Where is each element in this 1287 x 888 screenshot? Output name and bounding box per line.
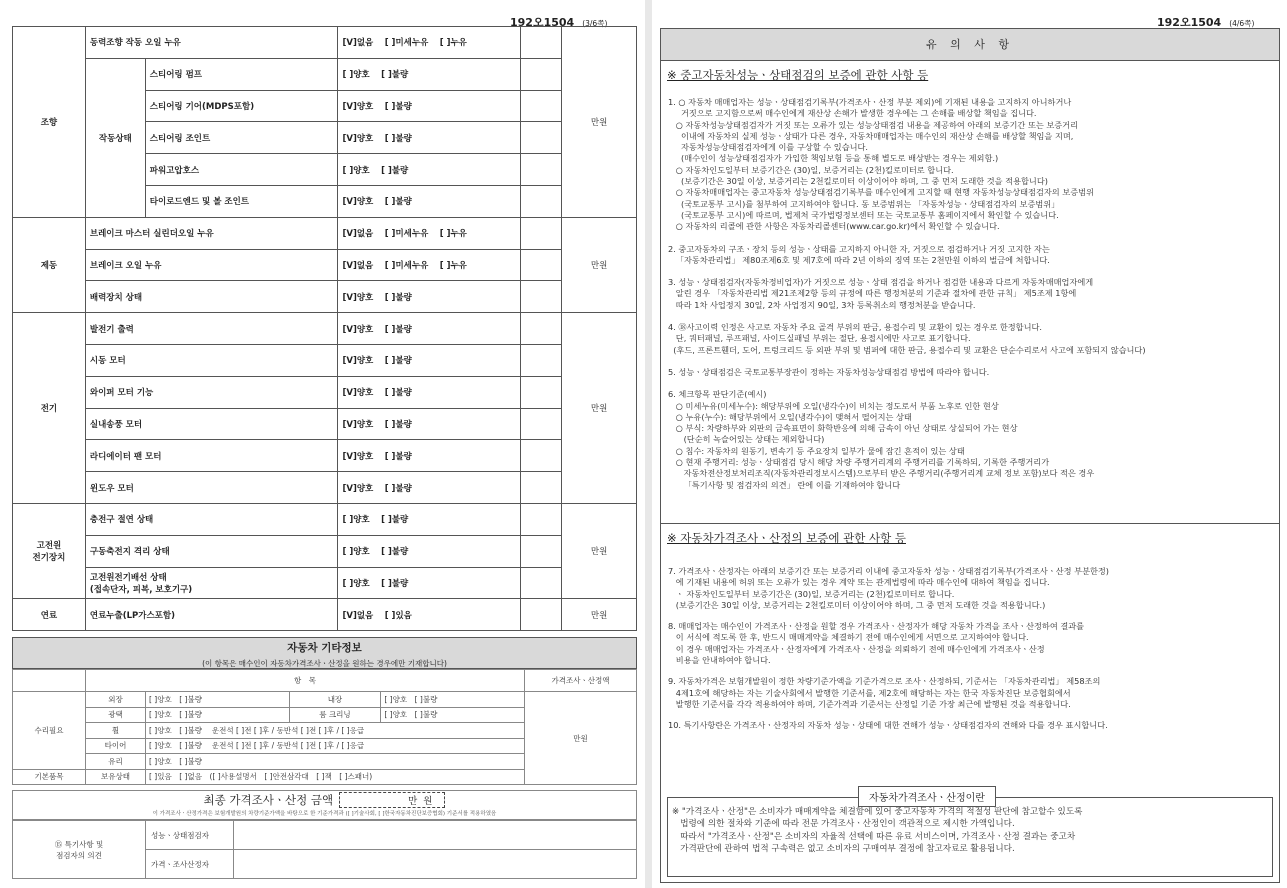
section-1-heading: ※ 중고자동차성능ㆍ상태점검의 보증에 관한 사항 등 (667, 68, 929, 82)
etc-label: 광택 (86, 707, 146, 723)
section-2-heading: ※ 자동차가격조사ㆍ산정의 보증에 관한 사항 등 (667, 530, 906, 545)
item-cell: 실내송풍 모터 (85, 408, 338, 440)
definition-box (667, 793, 1273, 877)
item-cell: 시동 모터 (85, 344, 338, 376)
final-price-label: 최종 가격조사ㆍ산정 금액 (203, 793, 334, 807)
notice-item: 5. 성능ㆍ상태점검은 국토교통부장관이 정하는 자동차성능상태점검 방법에 따라야 합니다. (668, 366, 990, 377)
inspection-row (13, 535, 637, 567)
blank-cell (521, 503, 562, 535)
etc-label: 보유상태 (86, 769, 146, 785)
etc-label: 유리 (86, 754, 146, 770)
section-2-list (661, 566, 1279, 732)
etc-row (13, 692, 637, 708)
etc-group-basic: 기본품목 (13, 769, 86, 785)
notice-item: 10. 특기사항란은 가격조사ㆍ산정자의 자동차 성능ㆍ상태에 대한 견해가 성능ㆍ상태점검자의 견해와 다를 경우 표시합니다. (668, 720, 1108, 731)
option-cell[interactable]: [ ]양호 [ ]불량 (338, 503, 521, 535)
blank-cell (521, 472, 562, 504)
option-cell[interactable]: [ ]양호 [ ]불량 (338, 567, 521, 599)
etc-value[interactable]: [ ]양호 [ ]불량 (381, 707, 525, 723)
option-cell[interactable]: [V]양호 [ ]불량 (338, 440, 521, 472)
category-cell: 고전원 전기장치 (13, 503, 86, 598)
blank-cell (521, 217, 562, 249)
etc-value[interactable]: [ ]있음 [ ]없음 ([ ]사용설명서 [ ]안전삼각대 [ ]잭 [ ]스패너) (146, 769, 525, 785)
option-cell[interactable]: [V]양호 [ ]불량 (338, 376, 521, 408)
blank-cell (521, 249, 562, 281)
final-price-box[interactable] (339, 792, 445, 808)
price-cell: 만원 (562, 503, 637, 598)
etc-label: 룸 크리닝 (289, 707, 381, 723)
option-cell[interactable]: [V]양호 [ ]불량 (338, 185, 521, 217)
doc-number: 192오1504 (510, 16, 575, 29)
item-cell: 스티어링 펌프 (145, 58, 338, 90)
option-cell[interactable]: [V]없음 [ ]미세누유 [ ]누유 (338, 27, 521, 59)
page-number: (3/6쪽) (582, 19, 608, 28)
item-cell: 동력조향 작동 오일 누유 (85, 27, 338, 59)
blank-cell (521, 90, 562, 122)
blank-cell (521, 281, 562, 313)
etc-col-price: 가격조사ㆍ산정액 (525, 670, 637, 692)
etc-value[interactable]: [ ]양호 [ ]불량 운전석 [ ]전 [ ]후 / 동반석 [ ]전 [ ]후 / [ ]응급 (146, 723, 525, 739)
etc-value[interactable]: [ ]양호 [ ]불량 운전석 [ ]전 [ ]후 / 동반석 [ ]전 [ ]후 / [ ]응급 (146, 738, 525, 754)
item-cell: 브레이크 오일 누유 (85, 249, 338, 281)
blank-cell (521, 567, 562, 599)
item-cell: 파워고압호스 (145, 154, 338, 186)
inspection-row (13, 503, 637, 535)
etc-title: 자동차 기타정보 (287, 642, 362, 654)
price-cell: 만원 (562, 217, 637, 312)
inspection-row (13, 408, 637, 440)
inspection-row (13, 281, 637, 313)
right-page (652, 0, 1287, 888)
etc-price: 만원 (525, 692, 637, 785)
item-cell: 배력장치 상태 (85, 281, 338, 313)
etc-info-title (12, 637, 637, 669)
notice-item: 6. 체크항목 판단기준(예시) ○ 미세누유(미세누수): 해당부위에 오일(냉각수)이 비치는 정도로서 부품 노후로 인한 현상 ○ 누유(누수): 해당부위에서 오일(냉각수)이 맺혀서 떨어지는 상태 ○ 부식: 차량하부와 외판의 금속표면이 화학반응에 의해 금속이 아닌 상태로 상실되어 가는 현상 (단순히 녹슬어있는 상태는 제외합니다) ○ 침수: 자동차의 원동기, 변속기 등 주요장치 일부가 물에 잠긴 흔적이 있는 상태 ○ 현재 주행거리: 성능ㆍ상태점검 당시 해당 차량 주행거리계의 주행거리를 기록하되, 기록한 주행거리가 자동차전산정보처리조직(자동차관리정보시스템)으로부터 받은 주행거리(주행거리계 교체 정보 포함)보다 적은 경우 「특기사항 및 점검자의 의견」 란에 이를 기재하여야 합니다 (668, 389, 1095, 490)
etc-label: 휠 (86, 723, 146, 739)
blank-cell (521, 599, 562, 631)
option-cell[interactable]: [V]양호 [ ]불량 (338, 408, 521, 440)
item-cell: 와이퍼 모터 기능 (85, 376, 338, 408)
item-cell: 스티어링 기어(MDPS포함) (145, 90, 338, 122)
etc-value[interactable]: [ ]양호 [ ]불량 (146, 707, 290, 723)
notice-item: 9. 자동차가격은 보험개발원이 정한 차량기준가액을 기준가격으로 조사ㆍ산정하되, 기준서는 「자동차관리법」 제58조의 4제1호에 해당하는 자는 기술사회에서 발행한 기준서를, 제2호에 해당하는 자는 한국 자동차진단 보증협회에서 발행한 기준서를 각각 적용하여야 하며, 기준가격과 기준서는 산정일 기준 가장 최근에 발행된 것을 적용합니다. (668, 676, 1101, 709)
option-cell[interactable]: [V]양호 [ ]불량 (338, 313, 521, 345)
price-cell: 만원 (562, 313, 637, 504)
definition-text: ※ "가격조사ㆍ산정"은 소비자가 매매계약을 체결함에 있어 중고자동차 가격의 적절성 판단에 참고할수 있도록 법령에 의한 절차와 기준에 따라 전문 가격조사ㆍ산정인이 객관적으로 제시한 가액입니다. 따라서 "가격조사ㆍ산정"은 소비자의 자율적 선택에 따른 유료 서비스이며, 가격조사ㆍ산정 결과는 중고차 가격판단에 관하여 법적 구속력은 없고 소비자의 구매여부 결정에 참고자료로 활용됩니다. (672, 807, 1083, 854)
page-number: (4/6쪽) (1229, 19, 1255, 28)
etc-label: 내장 (289, 692, 381, 708)
special-row-2-label: 가격ㆍ조사산정자 (146, 850, 234, 879)
notice-item: 8. 매매업자는 매수인이 가격조사ㆍ산정을 원할 경우 가격조사ㆍ산정자가 해당 자동차 가격을 조사ㆍ산정하여 결과를 이 서식에 적도록 한 후, 반드시 매매계약을 체결하기 전에 매수인에게 서면으로 고지하여야 합니다. 이 경우 매매업자는 가격조사ㆍ산정자에게 가격조사ㆍ산정을 의뢰하기 전에 매수인에게 가격조사ㆍ산정 비용을 안내하여야 합니다. (668, 621, 1085, 665)
item-cell: 충전구 절연 상태 (85, 503, 338, 535)
blank-cell (521, 376, 562, 408)
etc-value[interactable]: [ ]양호 [ ]불량 (146, 692, 290, 708)
option-cell[interactable]: [V]없음 [ ]미세누유 [ ]누유 (338, 249, 521, 281)
final-price-unit: 만원 (408, 796, 439, 807)
special-row (13, 821, 637, 850)
blank-cell (521, 535, 562, 567)
special-row-2-value[interactable] (234, 850, 637, 879)
inspection-row (13, 472, 637, 504)
etc-label: 타이어 (86, 738, 146, 754)
inspection-row (13, 27, 637, 59)
category-cell: 전기 (13, 313, 86, 504)
item-cell: 연료누출(LP가스포함) (85, 599, 338, 631)
item-cell: 발전기 출력 (85, 313, 338, 345)
option-cell[interactable]: [V]양호 [ ]불량 (338, 90, 521, 122)
inspection-row (13, 440, 637, 472)
notice-title: 유 의 사 항 (661, 29, 1279, 61)
item-cell: 윈도우 모터 (85, 472, 338, 504)
inspection-row (13, 567, 637, 599)
special-label: ⑮ 특기사항 및 점검자의 의견 (13, 821, 146, 879)
final-price (12, 790, 637, 820)
etc-group-repair: 수리필요 (13, 692, 86, 770)
notice-item: 2. 중고자동차의 구조ㆍ장치 등의 성능ㆍ상태를 고지하지 아니한 자, 거짓으로 점검하거나 거짓 고지한 자는 「자동차관리법」 제80조제6호 및 제7호에 따라 2년 이하의 징역 또는 2천만원 이하의 벌금에 처합니다. (668, 243, 1050, 265)
price-cell: 만원 (562, 599, 637, 631)
option-cell[interactable]: [ ]양호 [ ]불량 (338, 58, 521, 90)
option-cell[interactable]: [V]양호 [ ]불량 (338, 122, 521, 154)
section-divider (661, 523, 1279, 524)
definition-title: 자동차가격조사ㆍ산정이란 (858, 786, 996, 807)
inspection-row (13, 376, 637, 408)
etc-label: 외장 (86, 692, 146, 708)
blank-cell (521, 440, 562, 472)
special-row-1-label: 성능ㆍ상태점검자 (146, 821, 234, 850)
notice-item: 7. 가격조사ㆍ산정자는 아래의 보증기간 또는 보증거리 이내에 중고자동차 성능ㆍ상태점검기록부(가격조사ㆍ산정 부분한정) 에 기재된 내용에 허위 또는 오류가 있는 경우 계약 또는 관계법령에 따라 매수인에 대하여 책임을 집니다. ㆍ 자동차인도일부터 보증기간은 (30)일, 보증거리는 (2천)킬로미터로 합니다. (보증기간은 30일 이상, 보증거리는 2천킬로미터 이상이어야 하며, 그 중 먼저 도래한 것을 적용합니다.) (668, 565, 1109, 610)
final-price-note: 이 가격조사ㆍ산정가격은 보험개발원의 차량기준가액을 바탕으로 한 기준가격과 ([ ]기술사회, [ ]한국자동차진단보증협회) 기준서를 적용하였음 (152, 811, 497, 817)
blank-cell (521, 344, 562, 376)
etc-header-row (13, 670, 637, 692)
inspection-row (13, 344, 637, 376)
blank-cell (521, 27, 562, 59)
blank-cell (521, 185, 562, 217)
blank-cell (521, 154, 562, 186)
doc-number: 192오1504 (1157, 16, 1222, 29)
item-cell: 스티어링 조인트 (145, 122, 338, 154)
etc-value[interactable]: [ ]양호 [ ]불량 (381, 692, 525, 708)
etc-col-item: 항 목 (86, 670, 525, 692)
sub-category-cell: 작동상태 (85, 58, 145, 217)
etc-blank (13, 670, 86, 692)
notice-box (660, 28, 1280, 883)
category-cell: 조향 (13, 27, 86, 218)
option-cell[interactable]: [V]양호 [ ]불량 (338, 472, 521, 504)
inspection-table (12, 26, 637, 631)
option-cell[interactable]: [ ]양호 [ ]불량 (338, 535, 521, 567)
inspection-row (13, 249, 637, 281)
price-cell: 만원 (562, 27, 637, 218)
notice-item: 3. 성능ㆍ상태점검자(자동차정비업자)가 거짓으로 성능ㆍ상태 점검을 하거나 점검한 내용과 다르게 자동차매매업자에게 알린 경우 「자동차관리법 제21조제2항 등의 규정에 따른 행정처분의 기준과 절차에 관한 규칙」 제5조제 1항에 따라 1차 사업정지 30일, 2차 사업정지 90일, 3차 등록취소의 행정처분을 받습니다. (668, 277, 1094, 310)
inspection-row (13, 217, 637, 249)
item-cell: 구동축전지 격리 상태 (85, 535, 338, 567)
notice-item: 4. ⑱사고이력 인정은 사고로 자동차 주요 골격 부위의 판금, 용접수리 및 교환이 있는 경우로 한정합니다. 단, 쿼터패널, 루프패널, 사이드실패널 부위는 절단, 용접시에만 사고로 표기합니다. (후드, 프론트휀더, 도어, 트렁크리드 등 외판 부위 및 범퍼에 대한 판금, 용접수리 및 교환은 단순수리로서 사고에 포함되지 않습니다) (668, 322, 1146, 355)
item-cell: 타이로드엔드 및 볼 조인트 (145, 185, 338, 217)
special-row-1-value[interactable] (234, 821, 637, 850)
etc-value[interactable]: [ ]양호 [ ]불량 (146, 754, 525, 770)
option-cell[interactable]: [V]양호 [ ]불량 (338, 281, 521, 313)
inspection-row (13, 58, 637, 90)
option-cell[interactable]: [V]없음 [ ]있음 (338, 599, 521, 631)
option-cell[interactable]: [V]양호 [ ]불량 (338, 344, 521, 376)
inspection-row (13, 313, 637, 345)
etc-info-table (12, 669, 637, 785)
item-cell: 라디에이터 팬 모터 (85, 440, 338, 472)
blank-cell (521, 408, 562, 440)
item-cell: 고전원전기배선 상태 (접속단자, 피복, 보호기구) (85, 567, 338, 599)
option-cell[interactable]: [ ]양호 [ ]불량 (338, 154, 521, 186)
section-1-list (661, 97, 1279, 491)
category-cell: 제동 (13, 217, 86, 312)
option-cell[interactable]: [V]없음 [ ]미세누유 [ ]누유 (338, 217, 521, 249)
etc-subtitle: (이 항목은 매수인이 자동차가격조사ㆍ산정을 원하는 경우에만 기재합니다) (202, 659, 447, 668)
special-notes-table (12, 820, 637, 879)
notice-item: 1. ○ 자동차 매매업자는 성능ㆍ상태점검기록부(가격조사ㆍ산정 부분 제외)에 기재된 내용을 고지하지 아니하거나 거짓으로 고지함으로써 매수인에게 재산상 손해가 발생한 경우에는 그 손해를 배상할 책임을 집니다. ○ 자동차성능상태점검자가 거짓 또는 오류가 있는 성능상태점검 내용을 제공하여 아래의 보증기간 또는 보증거리 이내에 자동차의 실제 성능ㆍ상태가 다른 경우, 자동차매매업자는 매수인의 재산상 손해를 배상할 책임을 지며, 자동차성능상태점검자에게 이를 구상할 수 있습니다. (매수인이 성능상태점검자가 가입한 책임보험 등을 통해 별도로 배상받는 경우는 제외함.) ○ 자동차인도일부터 보증기간은 (30)일, 보증거리는 (2천)킬로미터로 합니다. (보증기간은 30일 이상, 보증거리는 2천킬로미터 이상이어야 하며, 그 중 먼저 도래한 것을 적용합니다) ○ 자동차매매업자는 중고자동차 성능상태점검기록부를 매수인에게 고지할 때 현행 자동차성능상태점검자의 보증범위 (국토교통부 고시)를 첨부하여 고지하여야 합니다. 동 보증범위는 「자동차성능ㆍ상태점검자의 보증범위」 (국토교통부 고시)에 따르며, 법제처 국가법령정보센터 또는 국토교통부 홈페이지에서 확인할 수 있습니다. ○ 자동차의 리콜에 관한 사항은 자동차리콜센터(www.car.go.kr)에서 확인할 수 있습니다. (668, 97, 1094, 232)
category-cell: 연료 (13, 599, 86, 631)
blank-cell (521, 313, 562, 345)
item-cell: 브레이크 마스터 실린더오일 누유 (85, 217, 338, 249)
blank-cell (521, 58, 562, 90)
inspection-row (13, 599, 637, 631)
blank-cell (521, 122, 562, 154)
